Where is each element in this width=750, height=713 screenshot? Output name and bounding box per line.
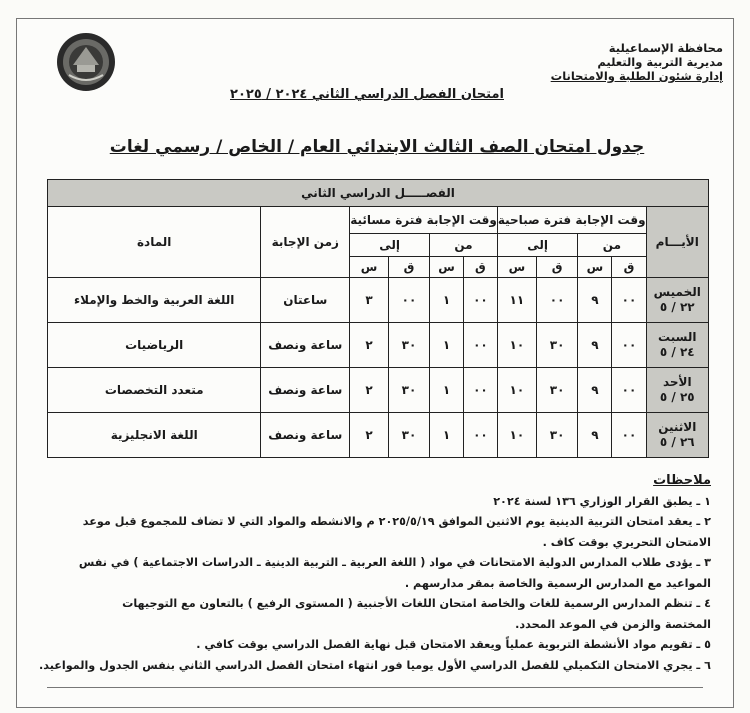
table-row	[48, 323, 709, 368]
table-row	[48, 278, 709, 323]
time-cell: ٣٠	[388, 323, 429, 368]
subject-cell: متعدد التخصصات	[48, 368, 261, 413]
issuer-header	[523, 41, 723, 83]
duration-cell: ساعتان	[261, 278, 350, 323]
time-cell: ٢	[350, 413, 389, 458]
notes-section	[31, 471, 711, 676]
note-line: ١ ـ يطبق القرار الوزاري ١٣٦ لسنة ٢٠٢٤	[493, 494, 711, 508]
day-date: ٢٦ / ٥	[659, 435, 695, 449]
time-cell: ١	[430, 413, 464, 458]
exam-title: امتحان الفصل الدراسي الثاني ٢٠٢٤ / ٢٠٢٥	[230, 87, 504, 102]
term-header: الفصـــــل الدراسي الثاني	[48, 180, 709, 207]
time-cell: ٠٠	[536, 278, 577, 323]
notes-title: ملاحظات	[653, 473, 711, 488]
unit-min: ق	[388, 257, 429, 278]
duration-header: زمن الإجابة	[261, 207, 350, 278]
note-line: المواعيد مع المدارس الرسمية والخاصة بمقر مدارسهم .	[404, 576, 711, 590]
day-cell	[646, 278, 708, 323]
time-cell: ٣٠	[536, 323, 577, 368]
day-date: ٢٥ / ٥	[659, 390, 695, 404]
unit-hour: س	[350, 257, 389, 278]
note-line: ٣ ـ يؤدى طلاب المدارس الدولية الامتحانات في مواد ( اللغة العربية ـ التربية الدينية ـ الدراسات الاجتماعية ) في نفس	[78, 556, 711, 569]
note-line: ٤ ـ تنظم المدارس الرسمية للغات والخاصة امتحان اللغات الأجنبية ( المستوى الرفيع ) بالتعاون مع التوجيهات	[122, 597, 711, 610]
morning-header: وقت الإجابة فترة صباحية	[497, 207, 646, 234]
schedule-title: جدول امتحان الصف الثالث الابتدائي العام / الخاص / رسمي لغات	[109, 137, 645, 157]
unit-min: ق	[463, 257, 497, 278]
unit-min: ق	[536, 257, 577, 278]
unit-hour: س	[497, 257, 536, 278]
time-cell: ١٠	[497, 413, 536, 458]
department-name: إدارة شئون الطلبة والامتحانات	[550, 69, 723, 83]
day-cell	[646, 413, 708, 458]
evening-from-header: من	[430, 234, 498, 257]
duration-cell: ساعة ونصف	[261, 368, 350, 413]
table-row	[48, 368, 709, 413]
ministry-emblem-icon	[55, 31, 117, 93]
time-cell: ٩	[578, 323, 612, 368]
time-cell: ٢	[350, 368, 389, 413]
table-row	[48, 413, 709, 458]
note-line: المختصة والزمن في الموعد المحدد.	[515, 617, 711, 631]
note-line: الامتحان التحريري بوقت كاف .	[542, 535, 711, 549]
time-cell: ٠٠	[388, 278, 429, 323]
time-cell: ٠٠	[612, 323, 646, 368]
evening-header: وقت الإجابة فترة مسائية	[350, 207, 498, 234]
time-cell: ١	[430, 323, 464, 368]
morning-from-header: من	[578, 234, 646, 257]
day-name: الأحد	[662, 375, 692, 389]
time-cell: ١	[430, 278, 464, 323]
time-cell: ٠٠	[612, 368, 646, 413]
time-cell: ٣٠	[388, 413, 429, 458]
day-cell	[646, 323, 708, 368]
time-cell: ٠٠	[612, 278, 646, 323]
subject-cell: الرياضيات	[48, 323, 261, 368]
subject-cell: اللغة العربية والخط والإملاء	[48, 278, 261, 323]
exam-schedule-table	[47, 179, 709, 458]
governorate-name: محافظة الإسماعيلية	[608, 41, 723, 55]
day-name: الخميس	[653, 285, 701, 299]
time-cell: ٣٠	[536, 413, 577, 458]
day-date: ٢٢ / ٥	[659, 300, 695, 314]
note-line: ٥ ـ تقويم مواد الأنشطة التربوية عملياً ويعقد الامتحان قبل نهاية الفصل الدراسي بوقت كافي .	[196, 638, 711, 651]
directorate-name: مديرية التربية والتعليم	[597, 55, 723, 69]
day-cell	[646, 368, 708, 413]
morning-to-header: إلى	[497, 234, 577, 257]
time-cell: ١١	[497, 278, 536, 323]
time-cell: ١٠	[497, 323, 536, 368]
time-cell: ٠٠	[612, 413, 646, 458]
time-cell: ٢	[350, 323, 389, 368]
time-cell: ١٠	[497, 368, 536, 413]
subject-cell: اللغة الانجليزية	[48, 413, 261, 458]
time-cell: ١	[430, 368, 464, 413]
duration-cell: ساعة ونصف	[261, 323, 350, 368]
bottom-divider	[47, 687, 703, 688]
time-cell: ٩	[578, 278, 612, 323]
time-cell: ٠٠	[463, 413, 497, 458]
time-cell: ٣٠	[388, 368, 429, 413]
unit-hour: س	[578, 257, 612, 278]
day-name: السبت	[658, 330, 697, 344]
unit-hour: س	[430, 257, 464, 278]
subject-header: المادة	[48, 207, 261, 278]
document-page	[16, 18, 734, 708]
day-name: الاثنين	[658, 420, 697, 434]
days-header: الأيـــام	[646, 207, 708, 278]
time-cell: ٣	[350, 278, 389, 323]
unit-min: ق	[612, 257, 646, 278]
time-cell: ٩	[578, 413, 612, 458]
time-cell: ٠٠	[463, 368, 497, 413]
time-cell: ٠٠	[463, 323, 497, 368]
duration-cell: ساعة ونصف	[261, 413, 350, 458]
evening-to-header: إلى	[350, 234, 430, 257]
time-cell: ٣٠	[536, 368, 577, 413]
time-cell: ٩	[578, 368, 612, 413]
note-line: ٢ ـ يعقد امتحان التربية الدينية يوم الاثنين الموافق ٢٠٢٥/٥/١٩ م والانشطه والمواد التي لا تضاف للمجموع قبل موعد	[82, 515, 711, 528]
day-date: ٢٤ / ٥	[659, 345, 695, 359]
time-cell: ٠٠	[463, 278, 497, 323]
note-line: ٦ ـ يجري الامتحان التكميلي للفصل الدراسي الأول يوميا فور انتهاء امتحان الفصل الدراسي الثاني بنفس الجدول والمواعيد.	[38, 658, 711, 672]
